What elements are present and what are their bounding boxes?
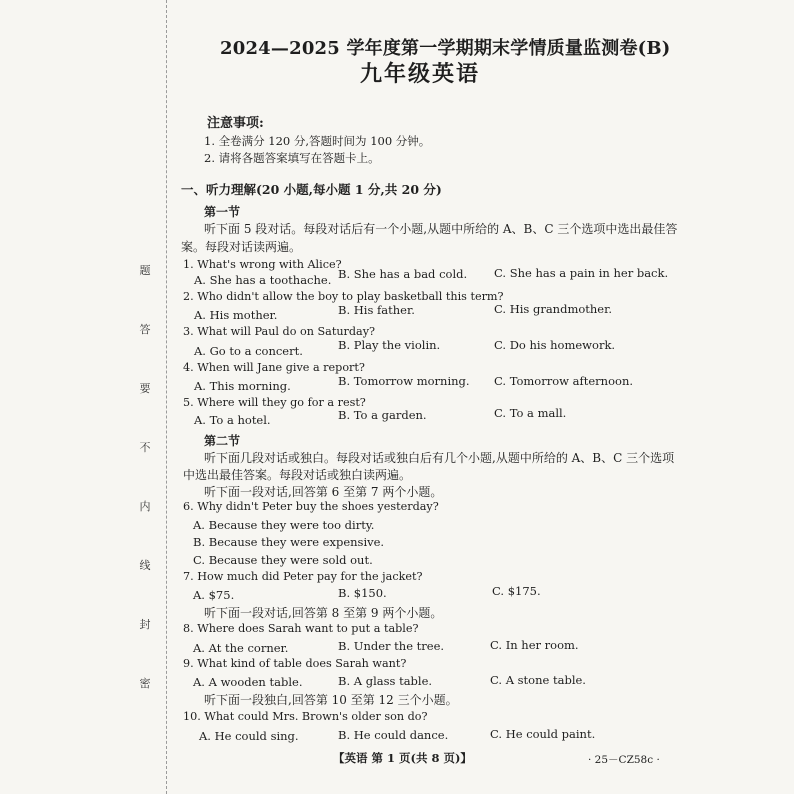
page-footer: 【英语 第 1 页(共 8 页)】: [333, 751, 472, 765]
option-c: C. She has a pain in her back.: [494, 266, 669, 280]
question-stem: 1. What's wrong with Alice?: [183, 258, 342, 271]
note-item: 2. 请将各题答案填写在答题卡上。: [204, 151, 380, 165]
option-a: A. Because they were too dirty.: [193, 518, 375, 532]
question-stem: 5. Where will they go for a rest?: [183, 396, 366, 409]
sub-instruction: 听下面一段独白,回答第 10 至第 12 三个小题。: [204, 693, 458, 707]
question-stem: 10. What could Mrs. Brown's older son do?: [183, 710, 428, 723]
question-stem: 4. When will Jane give a report?: [183, 361, 365, 374]
question-stem: 2. Who didn't allow the boy to play basketball this term?: [183, 290, 504, 303]
binding-dashed-line: [166, 0, 167, 794]
part-label: 第二节: [204, 434, 241, 448]
option-b: B. She has a bad cold.: [338, 267, 468, 281]
sub-instruction: 听下面一段对话,回答第 8 至第 9 两个小题。: [204, 606, 443, 620]
binding-char: 不: [139, 441, 151, 454]
question-stem: 9. What kind of table does Sarah want?: [183, 657, 407, 670]
notes-heading: 注意事项:: [207, 116, 264, 131]
option-b: B. He could dance.: [338, 728, 449, 742]
option-a: A. To a hotel.: [194, 413, 271, 427]
option-a: A. $75.: [193, 588, 235, 602]
option-a: A. A wooden table.: [193, 675, 303, 689]
option-b: B. Play the violin.: [338, 338, 441, 352]
option-a: A. Go to a concert.: [194, 344, 303, 358]
binding-char: 答: [139, 323, 151, 336]
binding-margin-text: [136, 262, 154, 691]
note-item: 1. 全卷满分 120 分,答题时间为 100 分钟。: [204, 134, 431, 148]
exam-title: 2024—2025 学年度第一学期期末学情质量监测卷(B): [220, 38, 671, 59]
option-c: C. His grandmother.: [494, 302, 612, 316]
option-a: A. At the corner.: [193, 641, 289, 655]
question-stem: 8. Where does Sarah want to put a table?: [183, 622, 419, 635]
binding-char: 内: [139, 500, 151, 513]
part-instruction: 中选出最佳答案。每段对话或独白读两遍。: [183, 468, 412, 482]
question-stem: 3. What will Paul do on Saturday?: [183, 325, 376, 338]
question-stem: 7. How much did Peter pay for the jacket?: [183, 570, 423, 583]
option-b: B. A glass table.: [338, 674, 433, 688]
exam-code: · 25－CZ58c ·: [588, 754, 660, 766]
option-b: B. His father.: [338, 303, 415, 317]
binding-char: 线: [139, 559, 151, 572]
option-b: B. Because they were expensive.: [193, 535, 385, 549]
part-instruction: 案。每段对话读两遍。: [181, 240, 302, 254]
option-b: B. Tomorrow morning.: [338, 374, 470, 388]
option-b: B. To a garden.: [338, 408, 427, 422]
option-a: A. This morning.: [194, 379, 291, 393]
binding-char: 封: [139, 618, 151, 631]
part-label: 第一节: [204, 205, 241, 219]
option-b: B. Under the tree.: [338, 639, 445, 653]
question-stem: 6. Why didn't Peter buy the shoes yesterday?: [183, 500, 439, 513]
binding-char: 密: [139, 677, 151, 690]
option-c: C. Tomorrow afternoon.: [494, 374, 633, 388]
option-c: C. To a mall.: [494, 406, 567, 420]
option-a: A. His mother.: [194, 308, 278, 322]
binding-char: 要: [139, 382, 151, 395]
option-c: C. Do his homework.: [494, 338, 616, 352]
part-instruction: 听下面几段对话或独白。每段对话或独白后有几个小题,从题中所给的 A、B、C 三个选项: [204, 451, 675, 465]
option-c: C. He could paint.: [490, 727, 596, 741]
section-heading: 一、听力理解(20 小题,每小题 1 分,共 20 分): [181, 182, 442, 197]
sub-instruction: 听下面一段对话,回答第 6 至第 7 两个小题。: [204, 485, 443, 499]
option-c: C. In her room.: [490, 638, 579, 652]
option-c: C. Because they were sold out.: [193, 553, 373, 567]
option-c: C. $175.: [492, 584, 541, 598]
exam-subtitle: 九年级英语: [359, 61, 480, 87]
option-b: B. $150.: [338, 586, 387, 600]
part-instruction: 听下面 5 段对话。每段对话后有一个小题,从题中所给的 A、B、C 三个选项中选出最佳答: [204, 222, 678, 236]
option-c: C. A stone table.: [490, 673, 586, 687]
option-a: A. He could sing.: [199, 729, 299, 743]
option-a: A. She has a toothache.: [194, 273, 332, 287]
binding-char: 题: [139, 264, 151, 277]
